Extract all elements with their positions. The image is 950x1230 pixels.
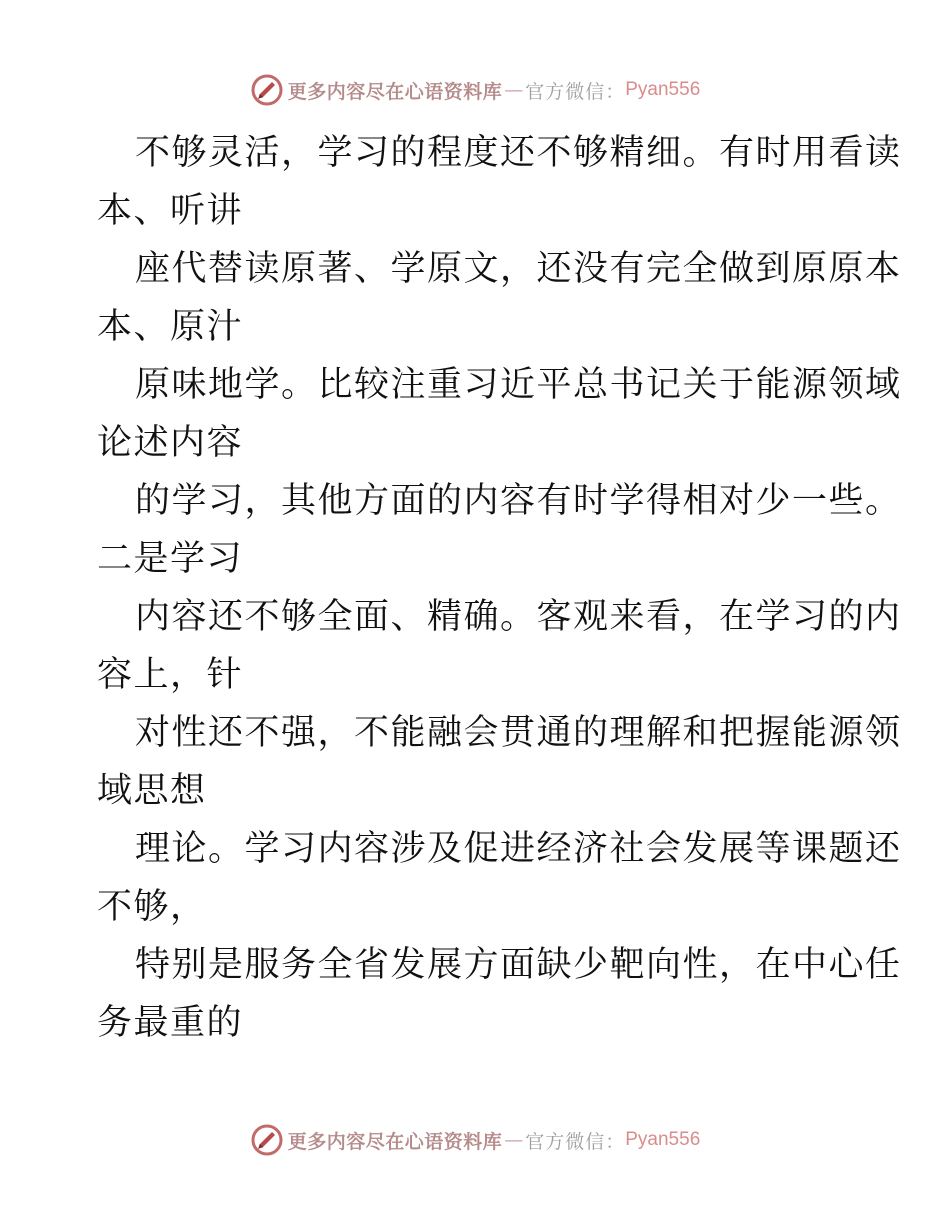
body-line: 内容还不够全面、精确。客观来看，在学习的内 <box>135 597 902 637</box>
body-line: 本、原汁 <box>97 307 244 347</box>
pen-nib-logo-icon <box>250 1123 284 1157</box>
body-line: 特别是服务全省发展方面缺少靶向性，在中心任 <box>135 945 902 985</box>
footer-official-label: 官方微信： <box>525 1130 626 1153</box>
body-line: 二是学习 <box>97 539 244 579</box>
body-line: 不够， <box>97 887 207 927</box>
body-line: 理论。学习内容涉及促进经济社会发展等课题还 <box>135 829 902 869</box>
footer-dash: — <box>504 1129 524 1151</box>
body-line: 不够灵活，学习的程度还不够精细。有时用看读 <box>135 133 902 173</box>
header-official-label: 官方微信： <box>525 80 626 103</box>
body-line: 对性还不强，不能融会贯通的理解和把握能源领 <box>135 713 902 753</box>
body-line: 域思想 <box>97 771 207 811</box>
body-line: 本、听讲 <box>97 191 244 231</box>
header-promo-text: 更多内容尽在心语资料库 <box>287 80 503 103</box>
footer-banner <box>0 1120 950 1160</box>
body-line: 的学习，其他方面的内容有时学得相对少一些。 <box>135 481 902 521</box>
body-line: 容上，针 <box>97 655 244 695</box>
header-dash: — <box>504 79 524 101</box>
pen-nib-logo-icon <box>250 73 284 107</box>
footer-promo-text: 更多内容尽在心语资料库 <box>287 1130 503 1153</box>
body-line: 原味地学。比较注重习近平总书记关于能源领域 <box>135 365 902 405</box>
header-banner <box>0 70 950 110</box>
header-wechat-id: Pyan556 <box>625 79 701 100</box>
body-line: 座代替读原著、学原文，还没有完全做到原原本 <box>135 249 902 289</box>
body-line: 论述内容 <box>97 423 244 463</box>
body-line: 务最重的 <box>97 1003 244 1043</box>
footer-wechat-id: Pyan556 <box>625 1129 701 1150</box>
document-body <box>97 124 902 1052</box>
